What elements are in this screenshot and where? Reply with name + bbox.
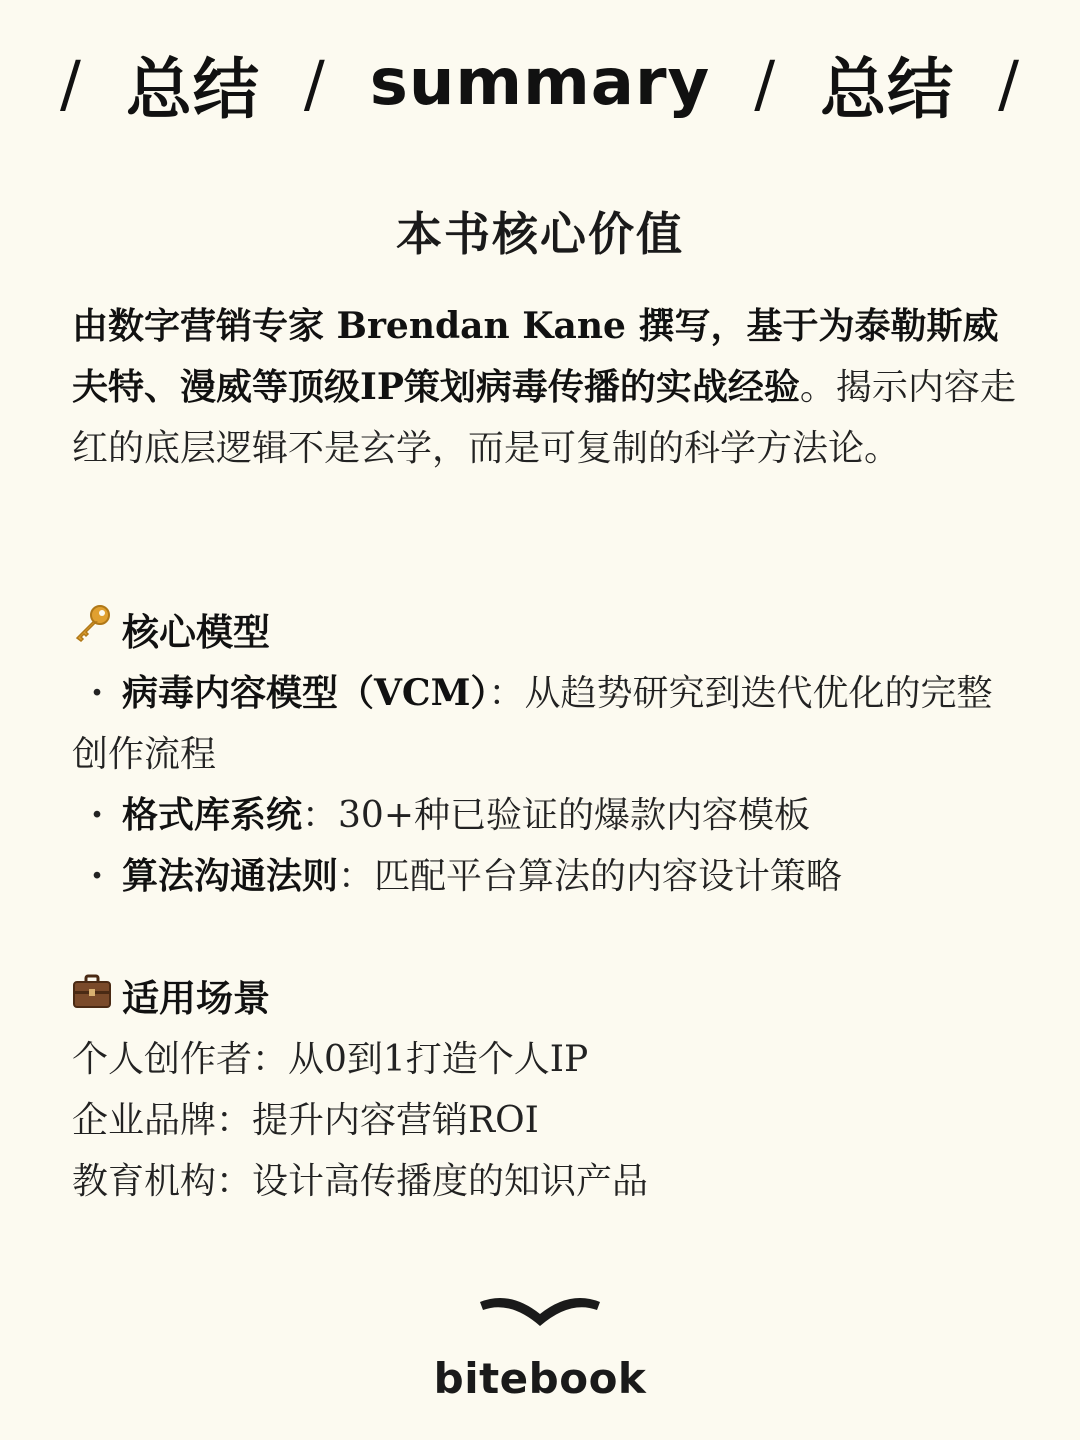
core-model-item-text: ：匹配平台算法的内容设计策略 [338,856,843,897]
intro-paragraph [72,296,1022,479]
scenario-item: 企业品牌：提升内容营销ROI [72,1100,539,1141]
header-left-word: 总结 [125,50,260,128]
core-model-section [72,602,1022,907]
bullet-dot: · [90,794,104,836]
brand-logo [0,1292,1080,1403]
bullet-dot: · [90,855,104,897]
scenarios-heading-text: 适用场景 [122,976,270,1020]
scenario-item: 教育机构：设计高传播度的知识产品 [72,1161,649,1202]
page-header [60,38,1020,128]
header-slash-4: / [998,46,1020,120]
scenarios-section [72,968,1022,1212]
header-center-word: summary [369,46,711,120]
scenario-item: 个人创作者：从0到1打造个人IP [72,1039,589,1080]
core-model-item-bold: 病毒内容模型（VCM） [122,672,489,714]
key-icon [72,602,122,663]
bullet-dot: · [90,672,104,714]
header-slash-3: / [754,46,777,120]
core-model-item-text: ：30+种已验证的爆款内容模板 [302,795,810,836]
core-model-item-bold: 格式库系统 [122,794,303,836]
page-title: 本书核心价值 [396,207,684,261]
book-mark-icon [475,1292,605,1332]
core-model-item [72,663,1022,785]
core-model-heading-text: 核心模型 [122,610,270,654]
core-model-heading [72,602,1022,663]
scenarios-heading [72,968,1022,1029]
header-slash-1: / [60,46,82,120]
core-model-item [72,846,1022,907]
header-slash-2: / [303,46,326,120]
header-right-word: 总结 [820,50,955,128]
brand-logo-text: bitebook [433,1354,647,1403]
briefcase-icon [72,968,122,1029]
core-model-item-bold: 算法沟通法则 [122,855,339,897]
core-model-item [72,785,1022,846]
core-model-item-text: ：从趋势研究到迭代优化的完整创作流程 [72,673,993,775]
intro-normal-text: 。揭示内容走红的底层逻辑不是玄学，而是可复制的科学方法论。 [72,367,1016,469]
intro-bold-text: 由数字营销专家 Brendan Kane 撰写，基于为泰勒斯威夫特、漫威等顶级IP策划病毒传播的实战经验 [72,305,999,408]
